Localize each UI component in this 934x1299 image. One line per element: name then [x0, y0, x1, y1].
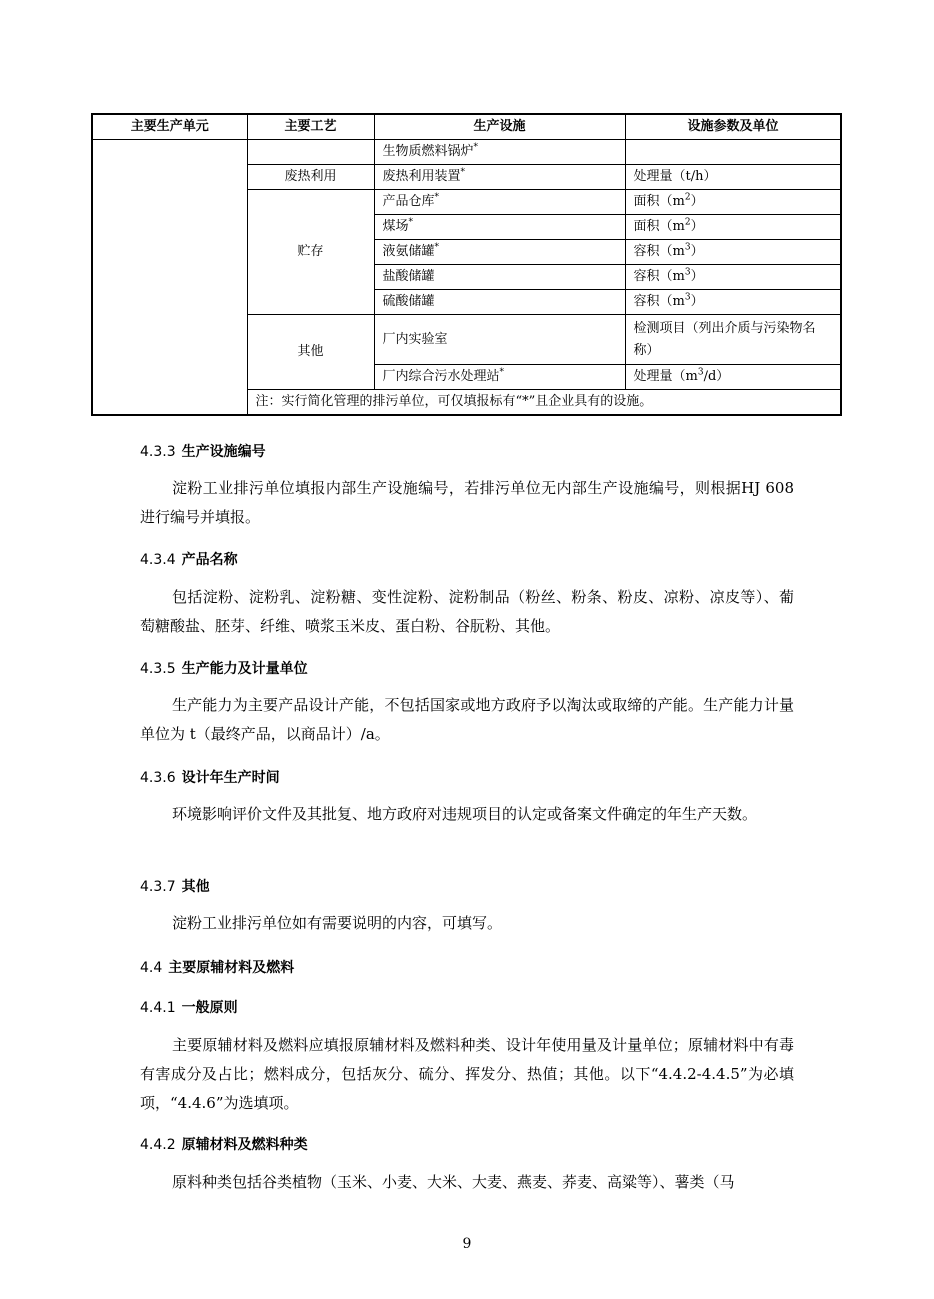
param-cell: 处理量$(m^3/d)$	[625, 365, 841, 390]
heading-4-3-6: 4.3.6 设计年生产时间	[140, 770, 280, 786]
paragraph-4-4-1: 主要原辅材料及燃料应填报原辅材料及燃料种类、设计年使用量及计量单位；原辅材料中有毒有害成分及占比；燃料成分，包括灰分、硫分、挥发分、热值；其他。以下“4.4.2-4.4.5”为必填项，“4.4.6”为选填项。	[140, 1036, 794, 1112]
facility-cell: 煤场*	[374, 215, 625, 240]
facility-table	[91, 113, 842, 416]
param-cell: 容积$(m^3)$	[625, 265, 841, 290]
facility-table-container	[91, 113, 840, 416]
required-mark: *	[408, 217, 414, 228]
page-number: 9	[462, 1236, 472, 1252]
unit-cell-empty	[92, 140, 247, 416]
header-parameter: 设施参数及单位	[625, 114, 841, 140]
param-cell: 面积$(m^2)$	[625, 215, 841, 240]
facility-cell: 废热利用装置*	[374, 165, 625, 190]
param-cell: 检测项目（列出介质与污染物名称）	[625, 315, 841, 365]
facility-cell: 产品仓库*	[374, 190, 625, 215]
heading-4-3-4: 4.3.4 产品名称	[140, 552, 238, 568]
process-cell: 贮存	[247, 190, 374, 315]
paragraph-4-3-3: 淀粉工业排污单位填报内部生产设施编号，若排污单位无内部生产设施编号，则根据HJ 608 进行编号并填报。	[140, 479, 794, 526]
paragraph-4-3-7: 淀粉工业排污单位如有需要说明的内容，可填写。	[172, 914, 503, 932]
paragraph-4-3-4: 包括淀粉、淀粉乳、淀粉糖、变性淀粉、淀粉制品（粉丝、粉条、粉皮、凉粉、凉皮等）、葡萄糖酸盐、胚芽、纤维、喷浆玉米皮、蛋白粉、谷朊粉、其他。	[140, 588, 794, 635]
heading-4-3-3: 4.3.3 生产设施编号	[140, 444, 266, 460]
facility-cell: 厂内实验室	[374, 315, 625, 365]
param-cell: 处理量（t/h）	[625, 165, 841, 190]
facility-cell: 厂内综合污水处理站*	[374, 365, 625, 390]
table-note: 注：实行简化管理的排污单位，可仅填报标有“*”且企业具有的设施。	[247, 390, 841, 416]
table-header-row	[92, 114, 841, 140]
required-mark: *	[460, 167, 466, 178]
required-mark: *	[499, 367, 505, 378]
param-cell-empty	[625, 140, 841, 165]
param-cell: 容积$(m^3)$	[625, 290, 841, 315]
heading-4-3-5: 4.3.5 生产能力及计量单位	[140, 661, 308, 677]
facility-cell: 硫酸储罐	[374, 290, 625, 315]
required-mark: *	[473, 142, 479, 153]
facility-cell: 液氨储罐*	[374, 240, 625, 265]
process-cell: 废热利用	[247, 165, 374, 190]
param-cell: 容积$(m^3)$	[625, 240, 841, 265]
heading-4-4-1: 4.4.1 一般原则	[140, 1000, 238, 1016]
header-facility: 生产设施	[374, 114, 625, 140]
process-cell-empty	[247, 140, 374, 165]
header-unit: 主要生产单元	[92, 114, 247, 140]
facility-cell: 盐酸储罐	[374, 265, 625, 290]
paragraph-4-3-5: 生产能力为主要产品设计产能，不包括国家或地方政府予以淘汰或取缔的产能。生产能力计量单位为 t（最终产品，以商品计）/a。	[140, 696, 794, 743]
heading-4-3-7: 4.3.7 其他	[140, 879, 210, 895]
table-row	[92, 140, 841, 165]
param-cell: 面积$(m^2)$	[625, 190, 841, 215]
process-cell: 其他	[247, 315, 374, 390]
facility-cell: 生物质燃料锅炉*	[374, 140, 625, 165]
required-mark: *	[434, 192, 440, 203]
heading-4-4-2: 4.4.2 原辅材料及燃料种类	[140, 1137, 308, 1153]
paragraph-4-4-2: 原料种类包括谷类植物（玉米、小麦、大米、大麦、燕麦、荞麦、高粱等）、薯类（马	[172, 1173, 735, 1191]
heading-4-4: 4.4 主要原辅材料及燃料	[140, 960, 295, 976]
header-process: 主要工艺	[247, 114, 374, 140]
paragraph-4-3-6: 环境影响评价文件及其批复、地方政府对违规项目的认定或备案文件确定的年生产天数。	[172, 805, 758, 823]
required-mark: *	[434, 242, 440, 253]
